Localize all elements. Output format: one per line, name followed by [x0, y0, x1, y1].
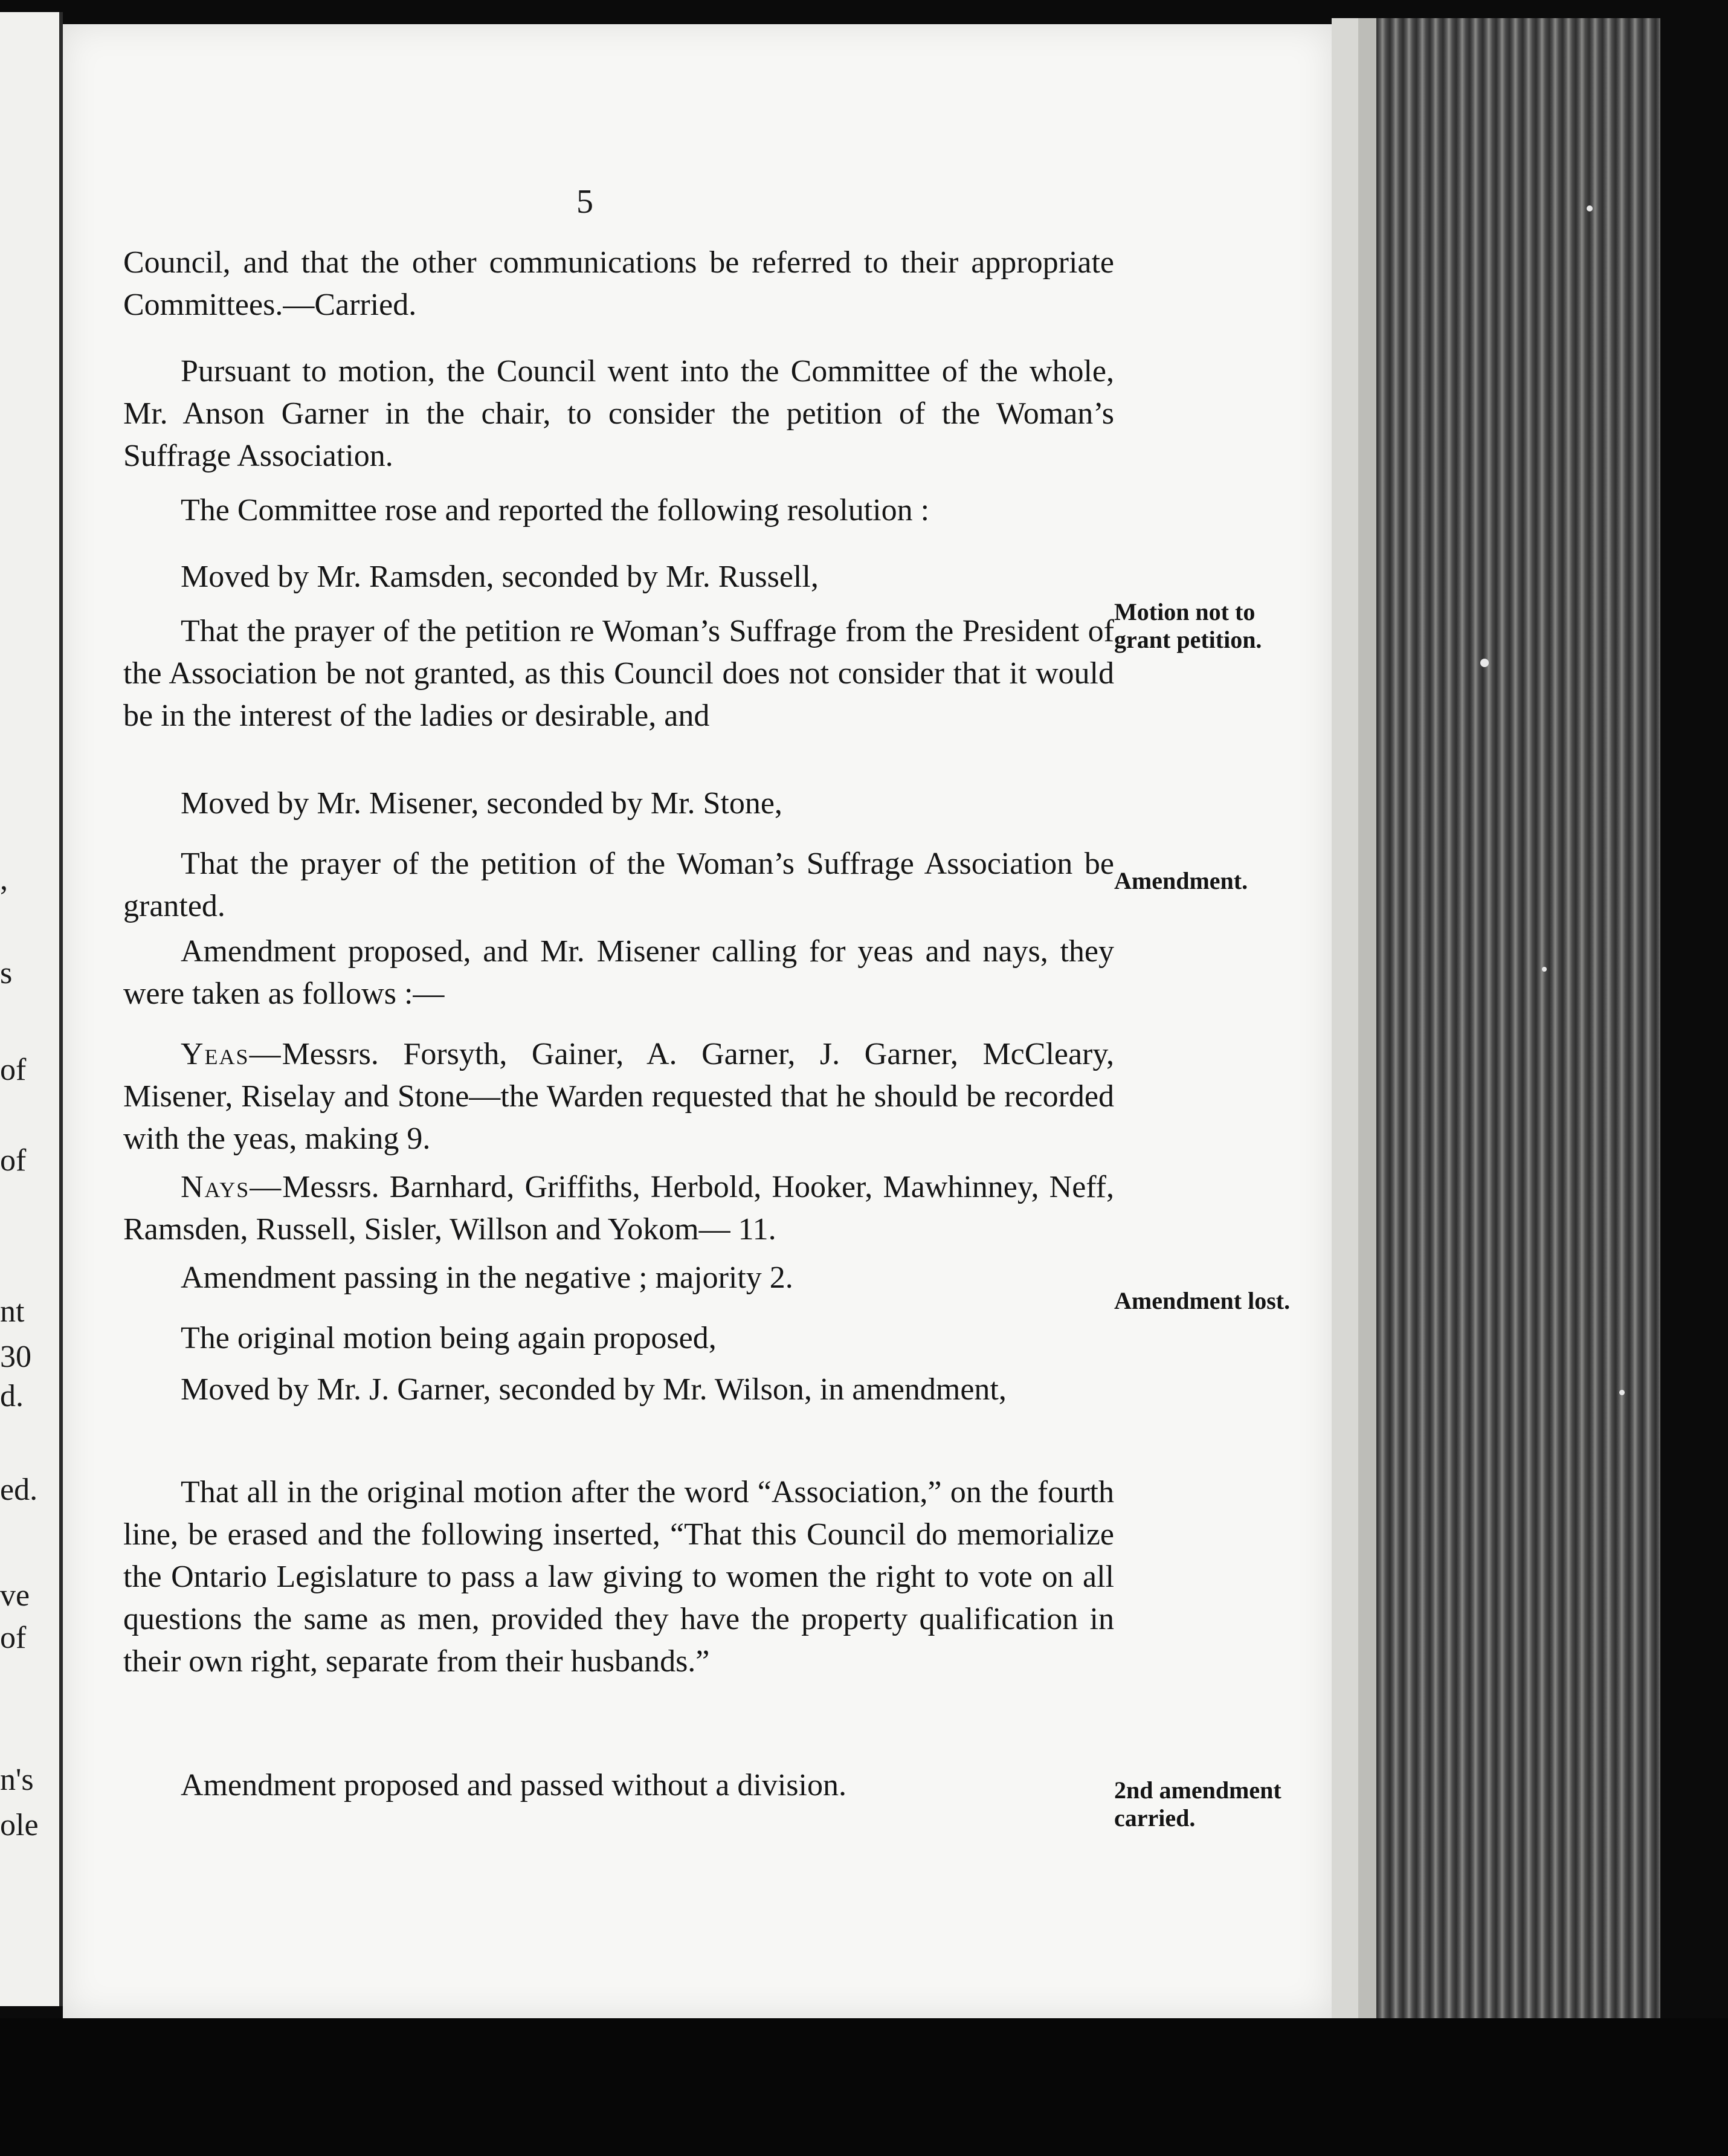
yeas-paragraph — [123, 1033, 1114, 1160]
left-page-fragment: of — [0, 1622, 27, 1654]
paragraph: Pursuant to motion, the Council went into the Committee of the whole, Mr. Anson Garner in the chair, to consider the petition of the Woman’s Suffrage Association. — [123, 354, 1114, 473]
paragraph: The original motion being again proposed, — [181, 1321, 717, 1355]
dust-speck — [1480, 659, 1489, 667]
yeas-label: Yeas— — [181, 1037, 282, 1071]
left-page-fragment: 30 — [0, 1341, 31, 1373]
left-page-fragment: nt — [0, 1296, 25, 1328]
yeas-text: Messrs. Forsyth, Gainer, A. Garner, J. Garner, McCleary, Misener, Riselay and Stone—the Warden requested that he should be recorded with the yeas, making 9. — [123, 1037, 1114, 1156]
left-page-fragment: of — [0, 1054, 27, 1086]
left-page-fragment: s — [0, 958, 13, 989]
page-edge — [1358, 18, 1376, 2024]
dust-speck — [1542, 967, 1547, 972]
paragraph: Amendment passing in the negative ; majority 2. — [181, 1260, 793, 1295]
paragraph: That the prayer of the petition re Woman’s Suffrage from the President of the Association be not granted, as this Council does not consider that it would be in the interest of the ladies or desirable, and — [123, 614, 1114, 733]
nays-paragraph — [123, 1166, 1114, 1251]
paragraph: Moved by Mr. J. Garner, seconded by Mr. Wilson, in amendment, — [181, 1372, 1007, 1407]
paragraph: Moved by Mr. Misener, seconded by Mr. Stone, — [181, 786, 782, 821]
paragraph: Amendment proposed, and Mr. Misener calling for yeas and nays, they were taken as follows :— — [123, 934, 1114, 1011]
nays-text: Messrs. Barnhard, Griffiths, Herbold, Hooker, Mawhinney, Neff, Ramsden, Russell, Sisler, Willson and Yokom— 11. — [123, 1170, 1114, 1247]
marginal-note: Amendment. — [1114, 867, 1248, 894]
paragraph: That the prayer of the petition of the Woman’s Suffrage Association be granted. — [123, 847, 1114, 923]
left-page-fragment: ed. — [0, 1474, 38, 1506]
page-number: 5 — [576, 183, 593, 221]
left-facing-page — [0, 12, 63, 2006]
document-page — [63, 24, 1332, 2018]
left-page-fragment: of — [0, 1145, 27, 1176]
dust-speck — [1619, 1390, 1625, 1395]
left-page-fragment: d. — [0, 1381, 24, 1412]
left-page-fragment: ve — [0, 1580, 30, 1612]
nays-label: Nays— — [181, 1170, 283, 1204]
paragraph: Amendment proposed and passed without a division. — [181, 1768, 846, 1803]
page-edge — [1332, 18, 1358, 2024]
left-page-fragment: ole — [0, 1810, 39, 1841]
paragraph: That all in the original motion after the word “Association,” on the fourth line, be erased and the following inserted, “That this Council do memorialize the Ontario Legislature to pass a law giving to women the right to vote on all questions the same as men, provided they have the property qualification in their own right, separate from their husbands.” — [123, 1475, 1114, 1679]
paragraph: Moved by Mr. Ramsden, seconded by Mr. Russell, — [181, 560, 819, 594]
marginal-note: Motion not to grant petition. — [1114, 598, 1262, 653]
dust-speck — [1587, 205, 1593, 211]
paragraph: Council, and that the other communications be referred to their appropriate Committees.—Carried. — [123, 245, 1114, 322]
marginal-note: 2nd amendment carried. — [1114, 1777, 1281, 1832]
marginal-note: Amendment lost. — [1114, 1287, 1291, 1314]
scan-shadow — [0, 2018, 1728, 2156]
left-page-fragment: , — [0, 864, 8, 896]
book-page-edges — [1376, 18, 1660, 2097]
paragraph: The Committee rose and reported the following resolution : — [181, 493, 930, 528]
left-page-fragment: n's — [0, 1764, 34, 1796]
